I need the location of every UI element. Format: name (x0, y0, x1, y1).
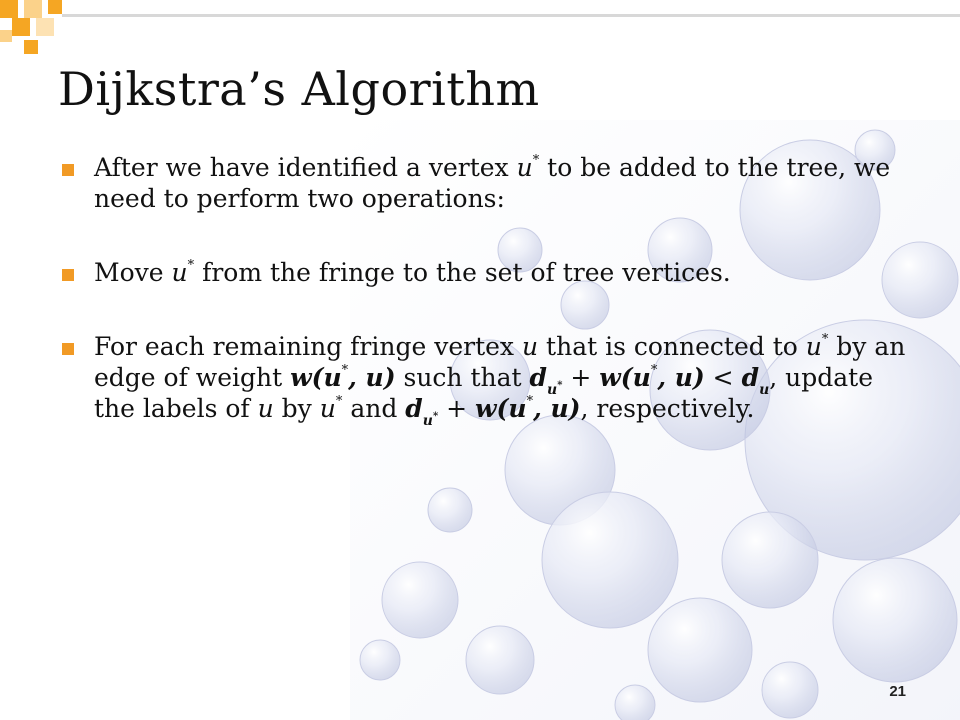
bullet-item: Move u* from the fringe to the set of tree vertices. (62, 257, 912, 288)
bullet-list (62, 152, 912, 429)
bullet-item: After we have identified a vertex u* to be added to the tree, we need to perform two operations: (62, 152, 912, 214)
slide-title: Dijkstra’s Algorithm (58, 62, 540, 116)
corner-decoration (0, 0, 90, 60)
top-rule (62, 14, 960, 17)
bullet-item: For each remaining fringe vertex u that is connected to u* by an edge of weight w(u*, u) such that $d_{u^*} + w(u^*$, $u) < d_u$, update the labels of u by u* and $d_{u^*} + w(u^*$, u), respectively. (62, 331, 912, 424)
page-number: 21 (889, 683, 906, 700)
